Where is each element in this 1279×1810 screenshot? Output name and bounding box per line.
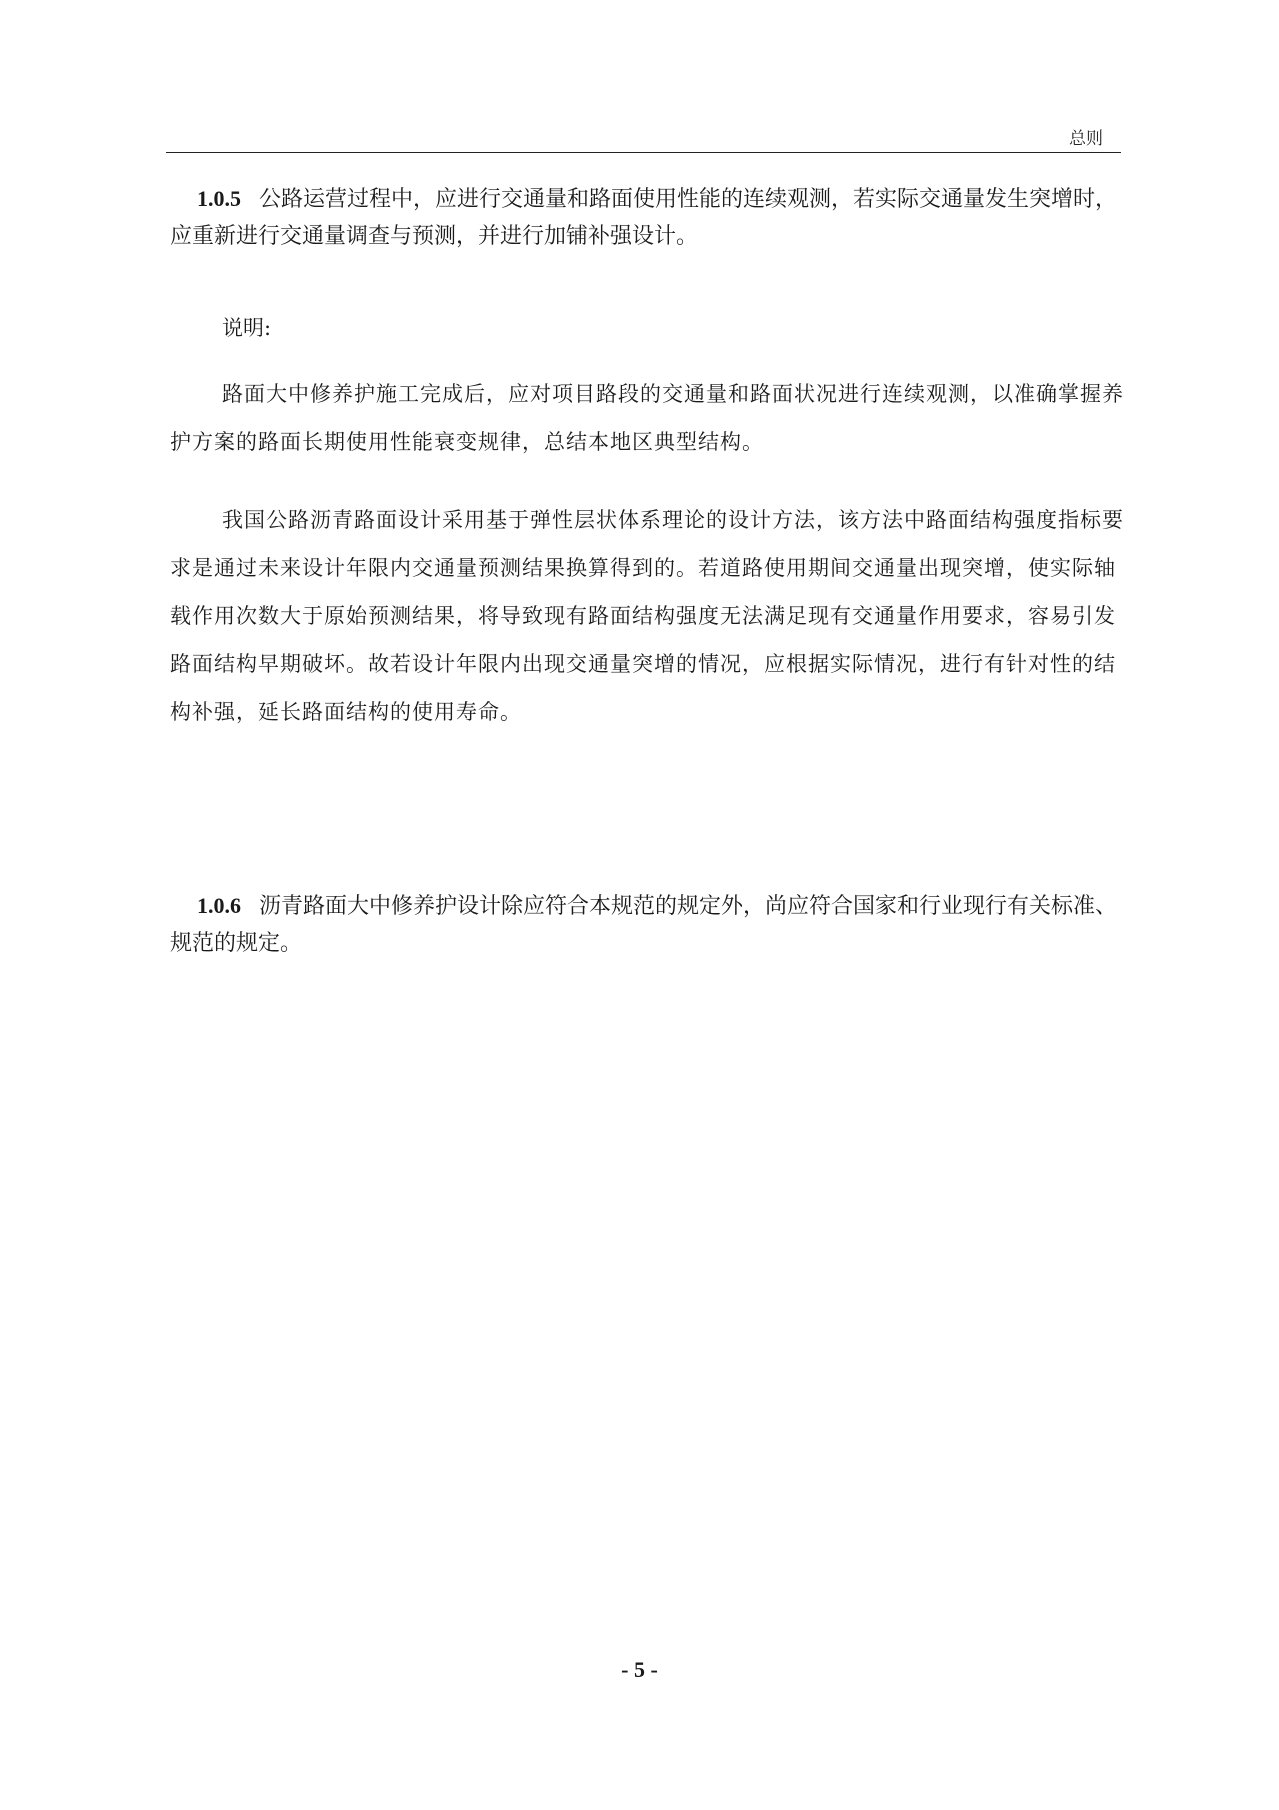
explanation-label: 说明:	[222, 316, 272, 340]
clause-text: 沥青路面大中修养护设计除应符合本规范的规定外，尚应符合国家和行业现行有关标准、规范的规定。	[170, 894, 1118, 957]
clause-1-0-6	[170, 887, 1125, 963]
explanation-paragraph: 路面大中修养护施工完成后，应对项目路段的交通量和路面状况进行连续观测，以准确掌握养护方案的路面长期使用性能衰变规律，总结本地区典型结构。	[170, 382, 1124, 455]
clause-text: 公路运营过程中，应进行交通量和路面使用性能的连续观测，若实际交通量发生突增时，应重新进行交通量调查与预测，并进行加铺补强设计。	[170, 187, 1118, 250]
header-title: 总则	[1069, 129, 1103, 149]
clause-1-0-5	[170, 180, 1125, 256]
clause-number: 1.0.5	[197, 186, 241, 211]
explanation-paragraph: 我国公路沥青路面设计采用基于弹性层状体系理论的设计方法，该方法中路面结构强度指标要求是通过未来设计年限内交通量预测结果换算得到的。若道路使用期间交通量出现突增，使实际轴载作用次数大于原始预测结果，将导致现有路面结构强度无法满足现有交通量作用要求，容易引发路面结构早期破坏。故若设计年限内出现交通量突增的情况，应根据实际情况，进行有针对性的结构补强，延长路面结构的使用寿命。	[170, 508, 1124, 725]
page-header	[166, 118, 1121, 153]
page-number: - 5 -	[621, 1657, 658, 1682]
clause-number: 1.0.6	[197, 893, 241, 918]
